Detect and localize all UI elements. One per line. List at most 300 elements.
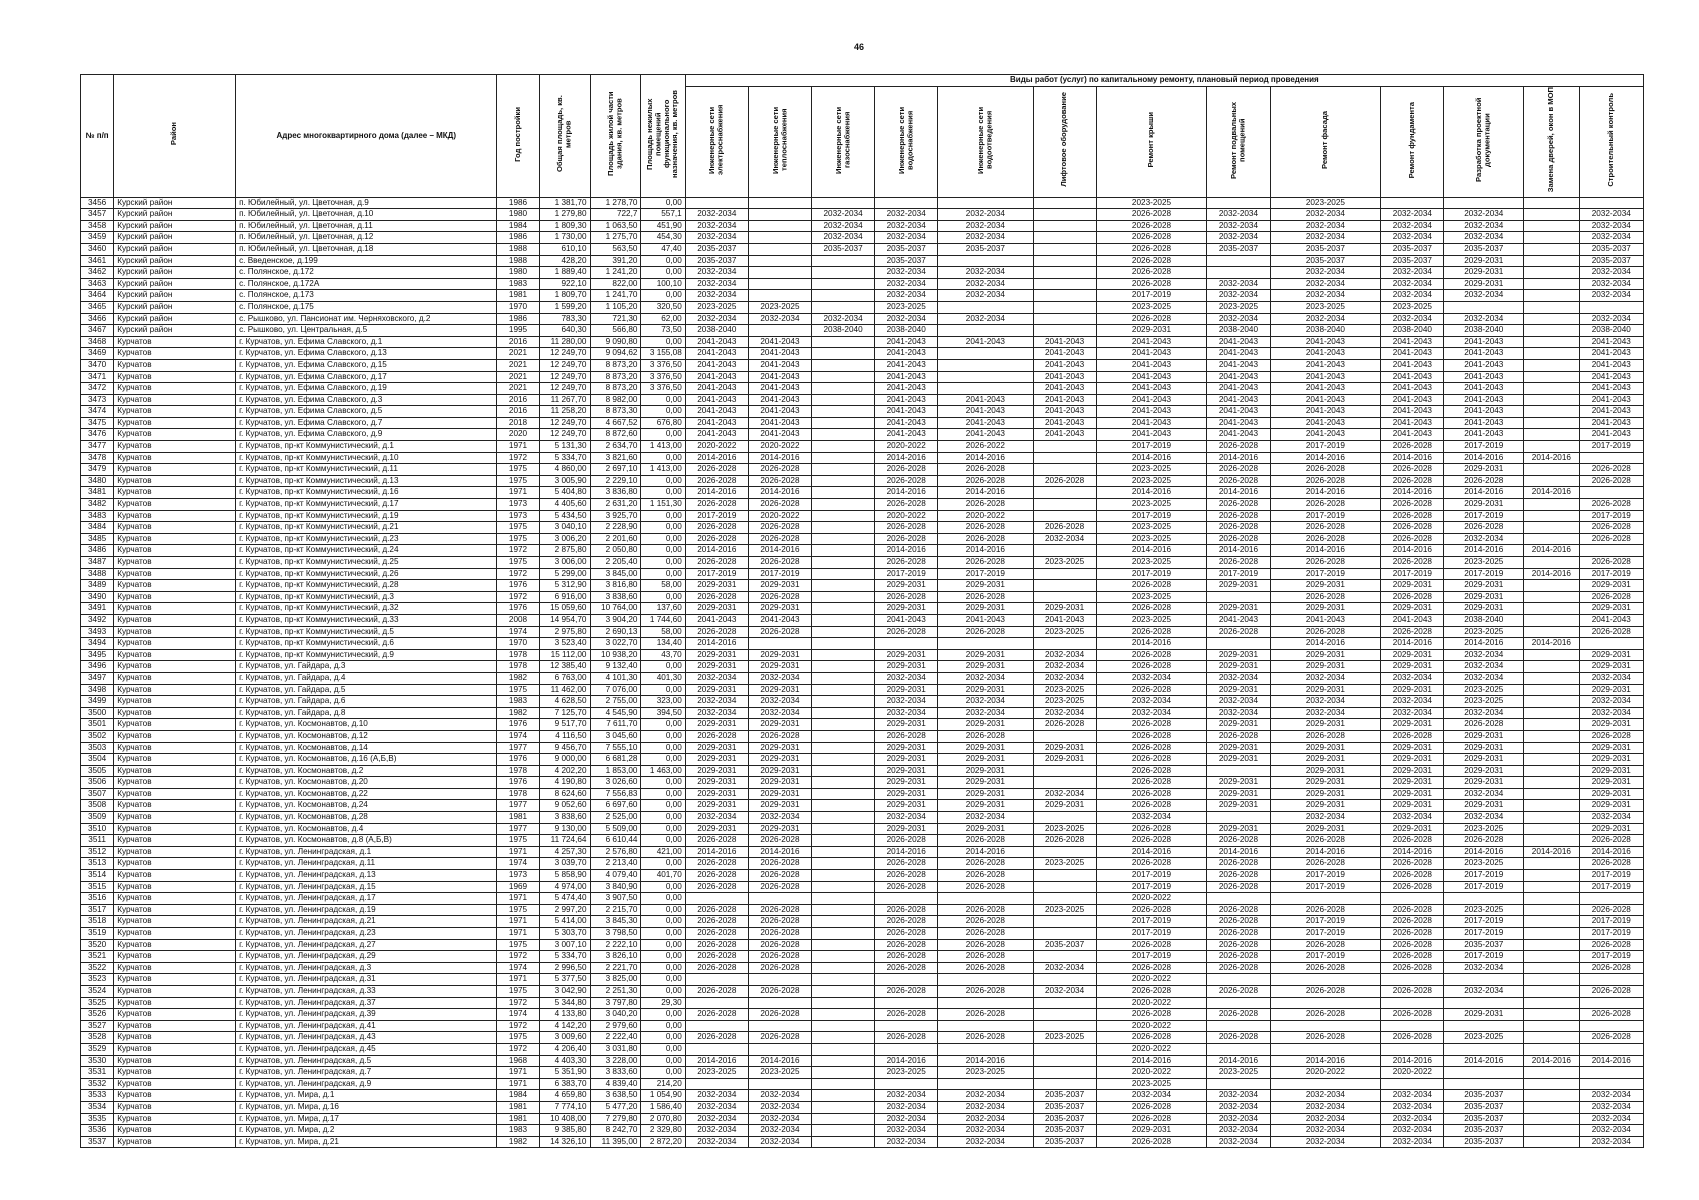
table-cell: 2032-2034 xyxy=(1207,232,1270,244)
table-cell: 2017-2019 xyxy=(1579,951,1643,963)
table-cell: 2029-2031 xyxy=(685,649,748,661)
table-cell: 2026-2028 xyxy=(875,1009,938,1021)
table-cell: г. Курчатов, ул. Космонавтов, д.16 (А,Б,В) xyxy=(236,754,497,766)
table-cell xyxy=(1381,197,1444,209)
table-cell: 2029-2031 xyxy=(1444,499,1524,511)
table-cell: 2032-2034 xyxy=(685,209,748,221)
table-cell: 1983 xyxy=(497,1125,539,1137)
table-cell: 3470 xyxy=(81,359,114,371)
table-row xyxy=(81,893,1644,905)
table-cell: 2029-2031 xyxy=(875,719,938,731)
table-cell xyxy=(1524,603,1579,615)
table-cell: 2021 xyxy=(497,348,539,360)
table-cell: 2029-2031 xyxy=(875,603,938,615)
table-cell: 3 031,80 xyxy=(590,1043,641,1055)
table-cell: 2032-2034 xyxy=(1207,1125,1270,1137)
table-cell: 1972 xyxy=(497,1043,539,1055)
table-row xyxy=(81,730,1644,742)
table-cell: 2026-2028 xyxy=(938,962,1033,974)
table-cell: 2 576,80 xyxy=(590,846,641,858)
table-cell: 323,00 xyxy=(641,696,685,708)
table-cell: 2032-2034 xyxy=(1270,1125,1381,1137)
table-cell: 2041-2043 xyxy=(875,406,938,418)
col-header-work-type xyxy=(1524,86,1579,197)
table-cell: 5 477,20 xyxy=(590,1101,641,1113)
table-cell xyxy=(1524,383,1579,395)
table-row xyxy=(81,812,1644,824)
table-cell: 2026-2028 xyxy=(748,870,811,882)
table-cell: 610,10 xyxy=(539,243,590,255)
table-cell: 2014-2016 xyxy=(685,1055,748,1067)
table-cell: 2026-2028 xyxy=(1270,858,1381,870)
table-cell: 1978 xyxy=(497,649,539,661)
table-cell xyxy=(748,1043,811,1055)
table-cell xyxy=(812,1067,875,1079)
table-row xyxy=(81,510,1644,522)
table-cell: 3518 xyxy=(81,916,114,928)
table-cell: 3457 xyxy=(81,209,114,221)
col-header-work-type xyxy=(1207,86,1270,197)
table-cell xyxy=(812,1009,875,1021)
table-cell: 2026-2028 xyxy=(875,870,938,882)
table-cell: 1971 xyxy=(497,1067,539,1079)
table-cell: г. Курчатов, ул. Ефима Славского, д.7 xyxy=(236,417,497,429)
table-cell: 2017-2019 xyxy=(1096,951,1207,963)
table-cell xyxy=(812,754,875,766)
table-cell: 2026-2028 xyxy=(1207,870,1270,882)
table-cell: 2041-2043 xyxy=(1381,336,1444,348)
table-row xyxy=(81,928,1644,940)
table-cell: 0,00 xyxy=(641,336,685,348)
table-cell: 3516 xyxy=(81,893,114,905)
table-cell: 1995 xyxy=(497,325,539,337)
table-cell xyxy=(1579,1067,1643,1079)
table-cell: 3492 xyxy=(81,614,114,626)
table-cell: 2017-2019 xyxy=(1444,916,1524,928)
table-cell: 2026-2028 xyxy=(938,475,1033,487)
table-cell: 2032-2034 xyxy=(812,209,875,221)
table-cell: Курчатов xyxy=(114,1020,236,1032)
table-cell xyxy=(1033,510,1096,522)
table-cell: 2029-2031 xyxy=(1444,580,1524,592)
table-cell xyxy=(938,255,1033,267)
table-cell xyxy=(812,997,875,1009)
table-cell: 2032-2034 xyxy=(875,220,938,232)
table-cell: 2041-2043 xyxy=(938,614,1033,626)
table-cell: 2032-2034 xyxy=(1579,696,1643,708)
table-cell: 7 125,70 xyxy=(539,707,590,719)
table-cell: 2 070,80 xyxy=(641,1113,685,1125)
table-cell: 2038-2040 xyxy=(1270,325,1381,337)
table-cell xyxy=(1444,997,1524,1009)
table-cell: 2026-2028 xyxy=(938,533,1033,545)
table-cell: 2026-2028 xyxy=(1444,719,1524,731)
table-cell: 2014-2016 xyxy=(1381,638,1444,650)
table-cell: 2032-2034 xyxy=(1381,209,1444,221)
table-cell: 783,30 xyxy=(539,313,590,325)
table-cell: 2041-2043 xyxy=(748,371,811,383)
table-cell: 0,00 xyxy=(641,1043,685,1055)
col-header-work-type xyxy=(812,86,875,197)
table-cell: 2014-2016 xyxy=(1207,545,1270,557)
table-cell: 1984 xyxy=(497,1090,539,1102)
table-cell: 2014-2016 xyxy=(748,545,811,557)
table-cell: 2029-2031 xyxy=(1579,742,1643,754)
table-cell: 2014-2016 xyxy=(685,846,748,858)
table-cell: 721,30 xyxy=(590,313,641,325)
table-cell: г. Курчатов, пр-кт Коммунистический, д.3 xyxy=(236,591,497,603)
table-cell: 2041-2043 xyxy=(938,417,1033,429)
table-cell: 2021 xyxy=(497,359,539,371)
table-cell: 2026-2028 xyxy=(875,533,938,545)
table-cell xyxy=(812,510,875,522)
table-cell: 2026-2028 xyxy=(685,916,748,928)
table-cell: 4 839,40 xyxy=(590,1078,641,1090)
table-cell: 2032-2034 xyxy=(1207,278,1270,290)
table-cell: 0,00 xyxy=(641,777,685,789)
table-cell xyxy=(812,823,875,835)
table-cell: 3 826,10 xyxy=(590,951,641,963)
table-cell: 8 872,60 xyxy=(590,429,641,441)
table-cell: 2041-2043 xyxy=(685,417,748,429)
table-cell xyxy=(1524,962,1579,974)
table-cell: 2017-2019 xyxy=(1444,881,1524,893)
table-cell: 2014-2016 xyxy=(685,545,748,557)
table-cell: 2029-2031 xyxy=(1579,603,1643,615)
table-cell: 2041-2043 xyxy=(1444,429,1524,441)
table-cell: 2029-2031 xyxy=(1270,765,1381,777)
table-cell: 10 408,00 xyxy=(539,1113,590,1125)
table-cell: 1988 xyxy=(497,255,539,267)
table-cell: 2029-2031 xyxy=(1207,742,1270,754)
table-cell: г. Курчатов, ул. Ленинградская, д.37 xyxy=(236,997,497,1009)
col-header-work-type-label: Инженерные сети электроснабжения xyxy=(707,104,725,176)
table-cell: 2017-2019 xyxy=(1096,870,1207,882)
table-cell xyxy=(1207,638,1270,650)
table-cell xyxy=(875,197,938,209)
table-cell: 3459 xyxy=(81,232,114,244)
table-cell: 2038-2040 xyxy=(1381,325,1444,337)
table-cell: 2032-2034 xyxy=(938,696,1033,708)
table-cell xyxy=(1381,893,1444,905)
table-cell: 3497 xyxy=(81,672,114,684)
table-cell: 2029-2031 xyxy=(1207,603,1270,615)
table-cell: 2026-2028 xyxy=(938,626,1033,638)
table-cell: 2026-2028 xyxy=(1096,626,1207,638)
table-row xyxy=(81,429,1644,441)
table-cell: 2029-2031 xyxy=(1579,684,1643,696)
table-cell: 2023-2025 xyxy=(1270,197,1381,209)
table-cell: 2029-2031 xyxy=(1579,580,1643,592)
table-cell: 3508 xyxy=(81,800,114,812)
table-cell: г. Курчатов, пр-кт Коммунистический, д.23 xyxy=(236,533,497,545)
table-cell: 2041-2043 xyxy=(748,383,811,395)
table-cell: 12 249,70 xyxy=(539,359,590,371)
table-cell: 7 555,10 xyxy=(590,742,641,754)
table-cell: 2026-2028 xyxy=(875,904,938,916)
table-cell xyxy=(1524,742,1579,754)
table-cell: 5 414,00 xyxy=(539,916,590,928)
table-row xyxy=(81,1113,1644,1125)
table-cell: г. Курчатов, ул. Ленинградская, д.17 xyxy=(236,893,497,905)
table-cell: 2032-2034 xyxy=(1381,290,1444,302)
table-cell: 2041-2043 xyxy=(748,359,811,371)
table-cell: 0,00 xyxy=(641,858,685,870)
table-row xyxy=(81,951,1644,963)
table-cell xyxy=(685,197,748,209)
table-cell: 2020 xyxy=(497,429,539,441)
table-cell: 2026-2022 xyxy=(938,441,1033,453)
table-cell: г. Курчатов, ул. Мира, д.2 xyxy=(236,1125,497,1137)
table-cell: 2026-2028 xyxy=(1381,1009,1444,1021)
table-cell: 2041-2043 xyxy=(685,371,748,383)
table-cell: 2029-2031 xyxy=(875,788,938,800)
table-cell: 2026-2028 xyxy=(1579,730,1643,742)
table-cell: 2014-2016 xyxy=(1270,846,1381,858)
table-cell: 1975 xyxy=(497,533,539,545)
col-header-work-type xyxy=(1579,86,1643,197)
table-cell: п. Юбилейный, ул. Цветочная, д.10 xyxy=(236,209,497,221)
table-cell xyxy=(1444,974,1524,986)
table-cell: 2017-2019 xyxy=(1444,870,1524,882)
table-cell: 2041-2043 xyxy=(1381,359,1444,371)
table-cell: 2032-2034 xyxy=(1207,290,1270,302)
table-cell: 2041-2043 xyxy=(1096,417,1207,429)
table-cell: 5 312,90 xyxy=(539,580,590,592)
page-number: 46 xyxy=(854,42,865,52)
table-cell: 2032-2034 xyxy=(685,1125,748,1137)
table-cell: 0,00 xyxy=(641,568,685,580)
table-cell xyxy=(1524,1125,1579,1137)
table-cell: 2029-2031 xyxy=(1444,278,1524,290)
table-cell: 2014-2016 xyxy=(748,846,811,858)
table-cell: 4 667,52 xyxy=(590,417,641,429)
table-cell: 3 006,20 xyxy=(539,533,590,545)
table-cell: 320,50 xyxy=(641,301,685,313)
table-cell: 2026-2028 xyxy=(1381,510,1444,522)
table-cell: Курчатов xyxy=(114,904,236,916)
table-cell: 2032-2034 xyxy=(685,313,748,325)
table-cell: 2014-2016 xyxy=(875,545,938,557)
table-cell: Курчатов xyxy=(114,754,236,766)
table-cell: 2017-2019 xyxy=(875,568,938,580)
table-cell: 2032-2034 xyxy=(1444,672,1524,684)
table-cell xyxy=(812,904,875,916)
table-cell: 2017-2019 xyxy=(1579,916,1643,928)
table-cell: 2029-2031 xyxy=(1207,661,1270,673)
table-cell xyxy=(1524,325,1579,337)
table-cell: 2029-2031 xyxy=(1579,719,1643,731)
table-cell: 2032-2034 xyxy=(875,267,938,279)
table-cell: 2041-2043 xyxy=(1579,417,1643,429)
table-cell: 2032-2034 xyxy=(1270,1136,1381,1148)
table-cell xyxy=(1524,1043,1579,1055)
table-cell: 3499 xyxy=(81,696,114,708)
table-cell: 1972 xyxy=(497,951,539,963)
table-cell xyxy=(1524,881,1579,893)
col-header-work-type xyxy=(938,86,1033,197)
table-cell: 2032-2034 xyxy=(1444,707,1524,719)
table-cell: 5 334,70 xyxy=(539,452,590,464)
table-cell: 2029-2031 xyxy=(1096,1125,1207,1137)
table-row xyxy=(81,255,1644,267)
table-cell: 2032-2034 xyxy=(1207,313,1270,325)
table-cell: 2023-2025 xyxy=(1096,1078,1207,1090)
table-cell: 2032-2034 xyxy=(1207,696,1270,708)
table-cell: 2029-2031 xyxy=(685,754,748,766)
table-cell: 3 376,50 xyxy=(641,371,685,383)
table-cell: 3519 xyxy=(81,928,114,940)
table-cell: 3520 xyxy=(81,939,114,951)
table-cell xyxy=(938,1043,1033,1055)
table-cell: 2029-2031 xyxy=(1444,255,1524,267)
table-cell: 1974 xyxy=(497,962,539,974)
table-cell: 9 052,60 xyxy=(539,800,590,812)
table-cell: 2041-2043 xyxy=(1579,348,1643,360)
table-cell: 73,50 xyxy=(641,325,685,337)
table-cell xyxy=(812,788,875,800)
table-cell: 2026-2028 xyxy=(1381,533,1444,545)
table-cell: 2041-2043 xyxy=(1444,336,1524,348)
table-cell xyxy=(1207,255,1270,267)
table-cell: 2041-2043 xyxy=(1096,406,1207,418)
table-cell: 2 690,13 xyxy=(590,626,641,638)
table-cell: 2041-2043 xyxy=(1033,614,1096,626)
table-cell: г. Курчатов, ул. Ленинградская, д.41 xyxy=(236,1020,497,1032)
table-cell xyxy=(748,1020,811,1032)
table-cell: 2026-2028 xyxy=(1096,209,1207,221)
table-cell: 2026-2028 xyxy=(685,985,748,997)
table-cell: 2026-2028 xyxy=(748,1032,811,1044)
table-cell: 3517 xyxy=(81,904,114,916)
table-cell: 7 611,70 xyxy=(590,719,641,731)
table-cell: 1977 xyxy=(497,800,539,812)
table-cell: 2014-2016 xyxy=(1207,846,1270,858)
table-cell: 2029-2031 xyxy=(685,823,748,835)
table-cell: 3 005,90 xyxy=(539,475,590,487)
table-cell: 1975 xyxy=(497,985,539,997)
table-cell: 3 042,90 xyxy=(539,985,590,997)
table-cell: 2035-2037 xyxy=(1444,939,1524,951)
table-cell: 1973 xyxy=(497,870,539,882)
table-cell: 2041-2043 xyxy=(1096,371,1207,383)
table-cell: 2032-2034 xyxy=(1444,232,1524,244)
table-cell: 2026-2028 xyxy=(1096,232,1207,244)
table-cell: 3523 xyxy=(81,974,114,986)
table-cell: 2032-2034 xyxy=(1381,313,1444,325)
table-cell: Курчатов xyxy=(114,1043,236,1055)
table-cell xyxy=(1524,441,1579,453)
table-row xyxy=(81,557,1644,569)
table-cell: 2026-2028 xyxy=(875,1032,938,1044)
table-cell: г. Курчатов, ул. Ленинградская, д.15 xyxy=(236,881,497,893)
table-cell: 0,00 xyxy=(641,406,685,418)
table-cell: 0,00 xyxy=(641,835,685,847)
table-cell: 3524 xyxy=(81,985,114,997)
table-cell: 3 039,70 xyxy=(539,858,590,870)
table-cell: 2026-2028 xyxy=(1096,267,1207,279)
table-cell xyxy=(812,441,875,453)
table-cell: 1983 xyxy=(497,278,539,290)
table-cell: 2041-2043 xyxy=(1579,383,1643,395)
table-cell: 2017-2019 xyxy=(1096,441,1207,453)
table-cell: 2029-2031 xyxy=(685,684,748,696)
table-cell: 2014-2016 xyxy=(1096,452,1207,464)
table-cell xyxy=(1524,359,1579,371)
table-cell: 2041-2043 xyxy=(938,406,1033,418)
table-cell: 2032-2034 xyxy=(1381,1125,1444,1137)
table-cell: 2017-2019 xyxy=(1270,951,1381,963)
table-cell xyxy=(1207,974,1270,986)
table-cell: 2026-2028 xyxy=(1207,939,1270,951)
table-cell xyxy=(812,649,875,661)
table-cell xyxy=(1524,893,1579,905)
table-cell: 2032-2034 xyxy=(1270,812,1381,824)
table-cell: 2008 xyxy=(497,614,539,626)
table-cell xyxy=(1524,522,1579,534)
table-row xyxy=(81,533,1644,545)
table-cell: 2023-2025 xyxy=(1096,533,1207,545)
table-cell: 2017-2019 xyxy=(1579,870,1643,882)
table-cell: 2041-2043 xyxy=(1579,359,1643,371)
table-cell xyxy=(1033,1078,1096,1090)
table-cell: 2029-2031 xyxy=(875,765,938,777)
table-cell: 2026-2028 xyxy=(875,522,938,534)
table-cell: 3528 xyxy=(81,1032,114,1044)
table-cell: Курчатов xyxy=(114,916,236,928)
table-cell: 2041-2043 xyxy=(875,359,938,371)
table-cell: г. Курчатов, ул. Мира, д.16 xyxy=(236,1101,497,1113)
table-cell xyxy=(875,1043,938,1055)
table-cell: 0,00 xyxy=(641,974,685,986)
table-cell: 2 631,20 xyxy=(590,499,641,511)
table-cell: 2029-2031 xyxy=(938,765,1033,777)
table-cell: 2029-2031 xyxy=(1444,777,1524,789)
table-cell xyxy=(1579,301,1643,313)
col-header-work-type-label: Ремонт подвальных помещений xyxy=(1229,101,1247,179)
table-cell xyxy=(1033,464,1096,476)
table-cell: 7 774,10 xyxy=(539,1101,590,1113)
table-cell: 2023-2025 xyxy=(1444,823,1524,835)
table-cell: 2032-2034 xyxy=(875,672,938,684)
table-cell: 2032-2034 xyxy=(685,290,748,302)
table-cell: 2026-2028 xyxy=(1579,499,1643,511)
table-row xyxy=(81,649,1644,661)
table-cell: 3513 xyxy=(81,858,114,870)
table-cell: г. Курчатов, пр-кт Коммунистический, д.10 xyxy=(236,452,497,464)
table-cell: 0,00 xyxy=(641,985,685,997)
table-row xyxy=(81,487,1644,499)
table-row xyxy=(81,348,1644,360)
table-cell: 722,7 xyxy=(590,209,641,221)
table-cell: 3491 xyxy=(81,603,114,615)
table-cell: 2014-2016 xyxy=(1270,452,1381,464)
table-cell: 2 997,20 xyxy=(539,904,590,916)
table-cell: Курский район xyxy=(114,243,236,255)
table-cell: 2026-2028 xyxy=(748,962,811,974)
table-cell: Курчатов xyxy=(114,371,236,383)
table-cell: 2035-2037 xyxy=(1033,1113,1096,1125)
table-cell: Курский район xyxy=(114,313,236,325)
table-cell: 2032-2034 xyxy=(1381,672,1444,684)
table-cell: 4 116,50 xyxy=(539,730,590,742)
table-cell: 2029-2031 xyxy=(748,684,811,696)
table-cell: 1 744,60 xyxy=(641,614,685,626)
table-cell: 2026-2028 xyxy=(1096,823,1207,835)
table-cell: 2041-2043 xyxy=(1096,359,1207,371)
table-cell: 2026-2028 xyxy=(1096,858,1207,870)
table-cell: 2032-2034 xyxy=(1381,1136,1444,1148)
